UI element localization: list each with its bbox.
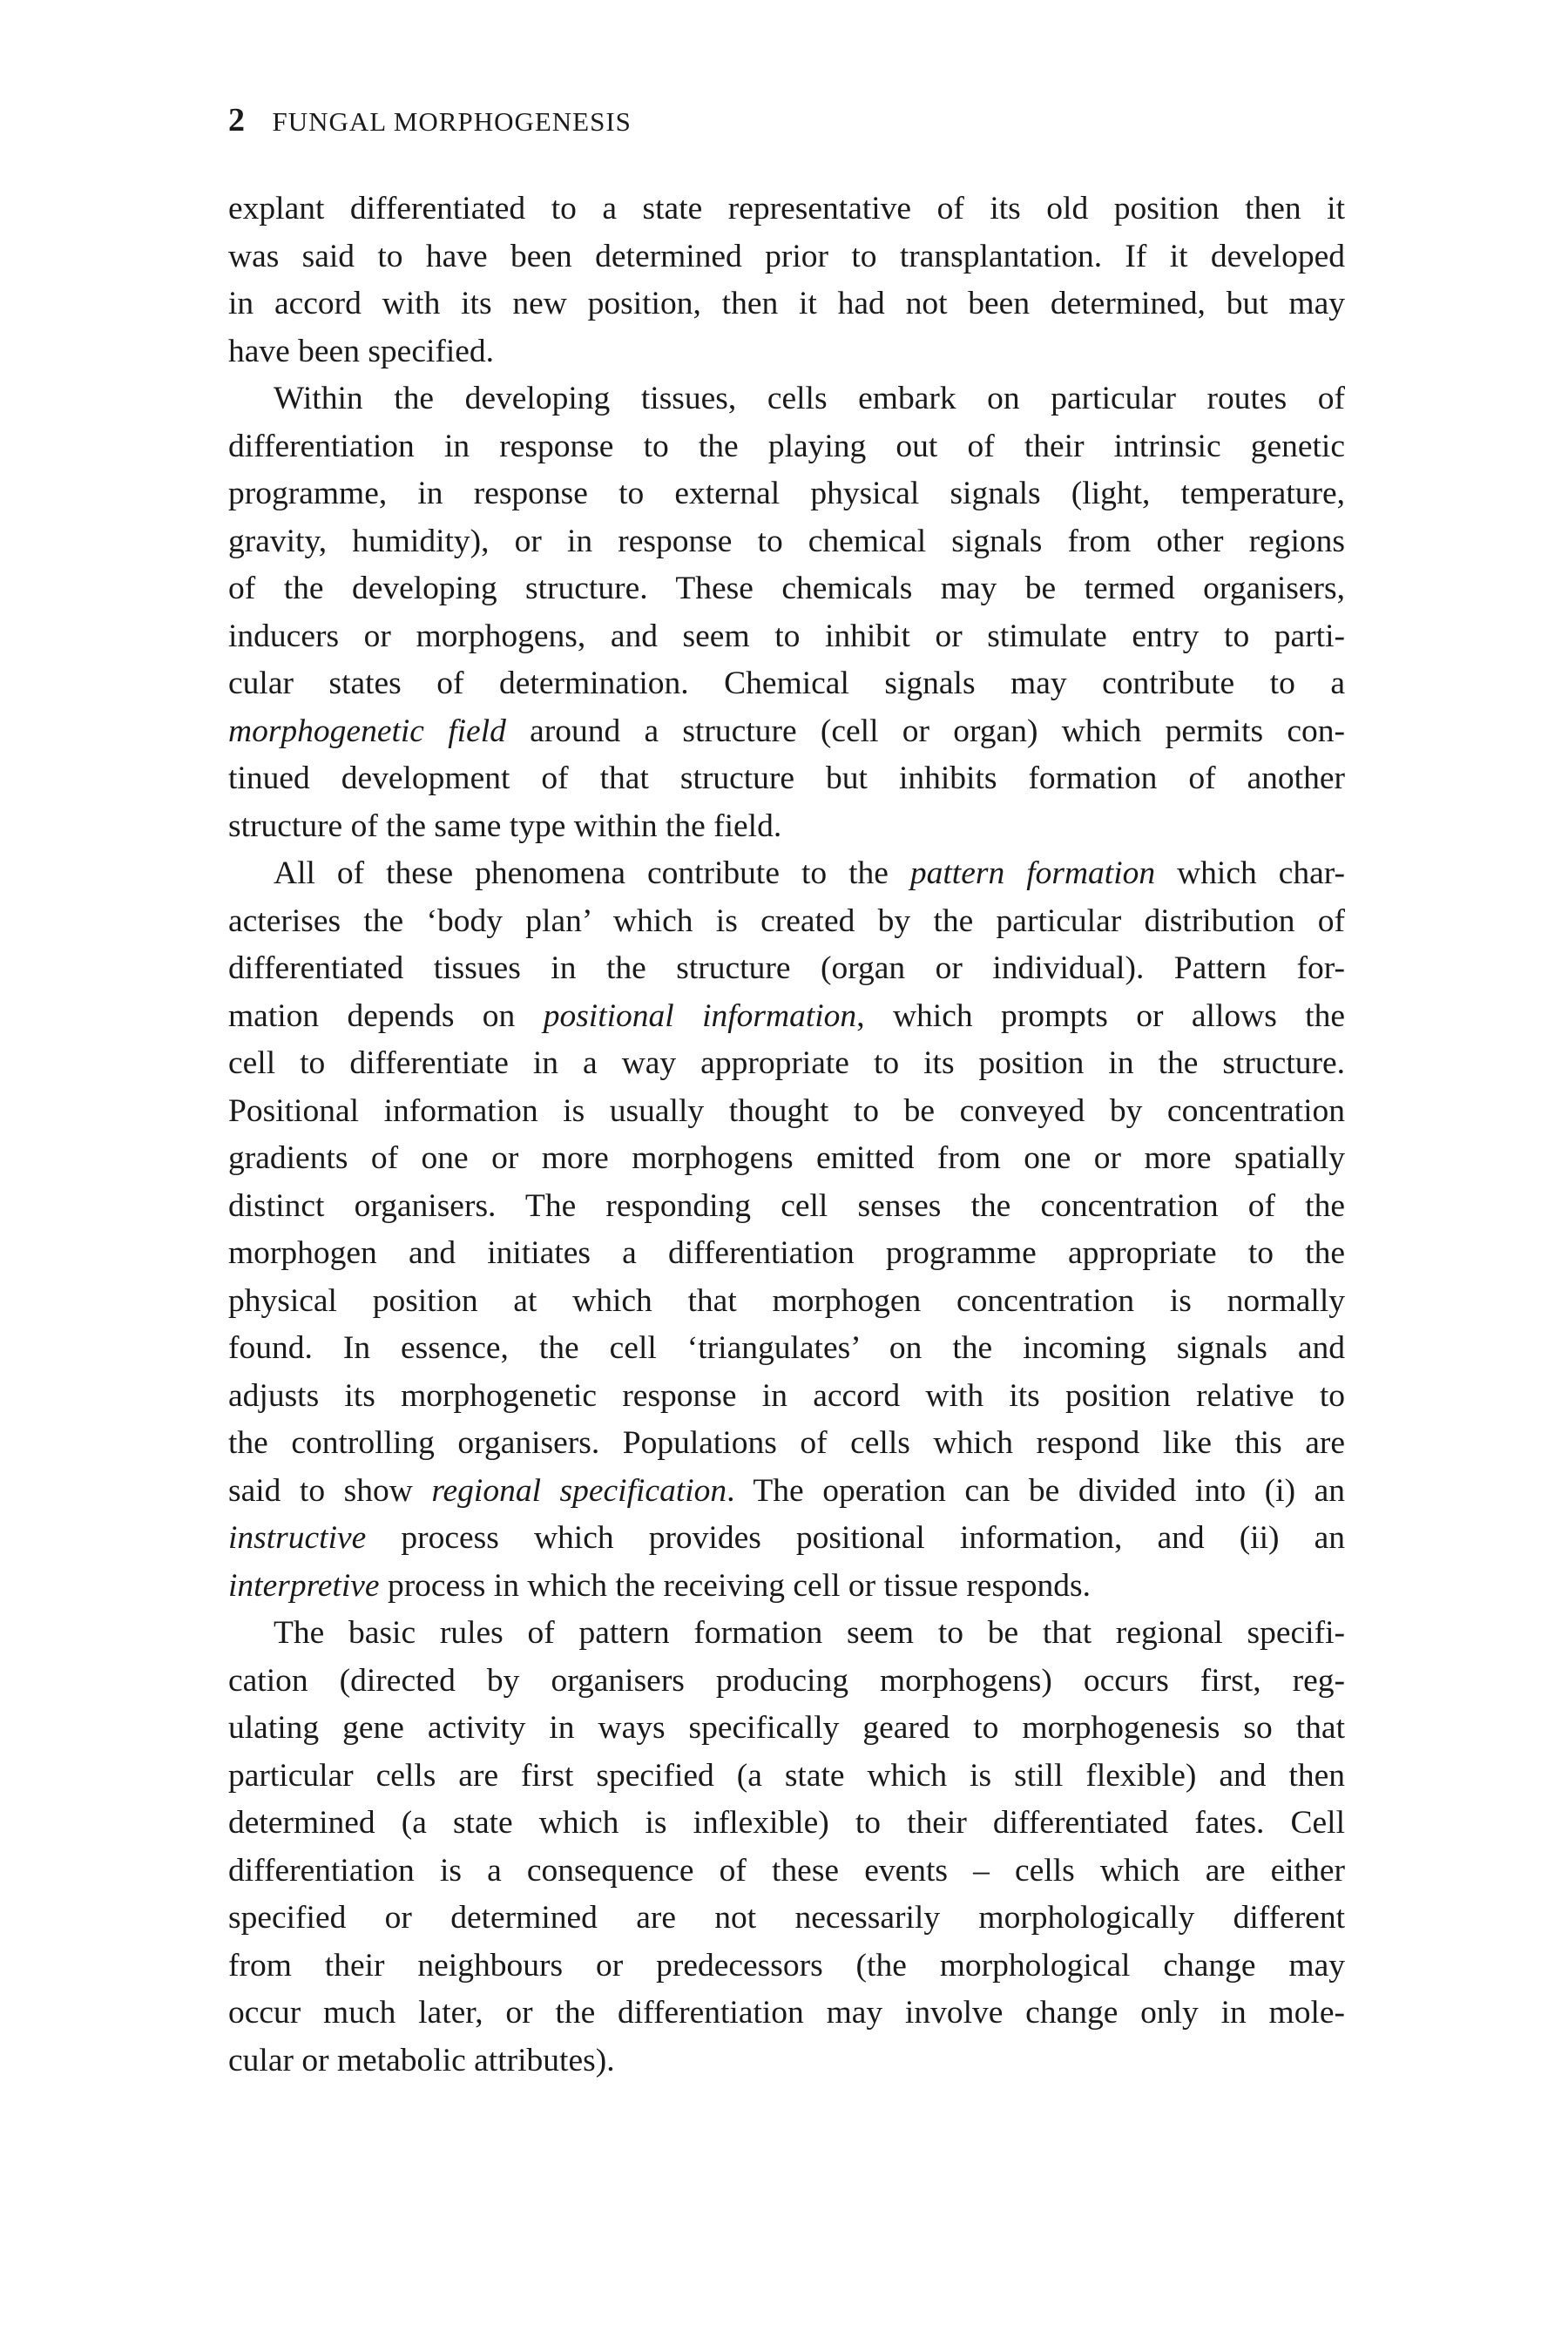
text-run: cell to differentiate in a way appropriate to its position in the structure.	[228, 1045, 1345, 1081]
text-line	[228, 233, 1345, 281]
italic-term: morphogenetic field	[228, 713, 506, 749]
text-line	[228, 850, 1345, 898]
text-run: differentiation in response to the playing out of their intrinsic genetic	[228, 428, 1345, 464]
text-line	[228, 1325, 1345, 1373]
text-line	[228, 328, 1345, 376]
text-line	[228, 470, 1345, 518]
text-line	[228, 1468, 1345, 1516]
text-line	[228, 280, 1345, 328]
text-line	[228, 1135, 1345, 1183]
text-line	[228, 898, 1345, 946]
italic-term: regional specification	[431, 1472, 727, 1509]
text-line	[228, 1848, 1345, 1896]
text-run: cular states of determination. Chemical signals may contribute to a	[228, 666, 1345, 701]
text-run: ulating gene activity in ways specifically geared to morphogenesis so that	[228, 1710, 1345, 1746]
text-line	[228, 1610, 1345, 1658]
paragraph	[228, 186, 1345, 375]
body-text	[228, 186, 1345, 2085]
text-line	[228, 1278, 1345, 1326]
text-line	[228, 1088, 1345, 1136]
text-line	[228, 186, 1345, 233]
text-line	[228, 803, 1345, 851]
text-line	[228, 1705, 1345, 1753]
italic-term: instructive	[228, 1520, 367, 1556]
text-line	[228, 1990, 1345, 2038]
text-line	[228, 993, 1345, 1041]
text-line	[228, 1040, 1345, 1088]
text-run: have been specified.	[228, 333, 495, 369]
text-run: morphogen and initiates a differentiation programme appropriate to the	[228, 1235, 1345, 1271]
text-run: Within the developing tissues, cells embark on particular routes of	[274, 381, 1345, 416]
text-run: , which prompts or allows the	[856, 997, 1345, 1034]
text-run: cular or metabolic attributes).	[228, 2042, 615, 2078]
text-run: said to show	[228, 1472, 432, 1509]
text-run: found. In essence, the cell ‘triangulates’ on the incoming signals and	[228, 1330, 1345, 1366]
text-run: The basic rules of pattern formation seem to be that regional specifi-	[274, 1615, 1345, 1651]
text-run: physical position at which that morphogen concentration is normally	[228, 1282, 1345, 1319]
text-run: differentiated tissues in the structure (organ or individual). Pattern for-	[228, 950, 1345, 986]
italic-term: interpretive	[228, 1567, 380, 1604]
text-run: inducers or morphogens, and seem to inhibit or stimulate entry to parti-	[228, 618, 1345, 654]
text-run: in accord with its new position, then it had not been determined, but may	[228, 286, 1345, 321]
text-line	[228, 945, 1345, 993]
paragraph	[228, 1610, 1345, 2085]
text-line	[228, 755, 1345, 803]
text-line	[228, 660, 1345, 708]
text-run: structure of the same type within the field.	[228, 808, 782, 844]
text-line	[228, 1753, 1345, 1801]
text-run: programme, in response to external physical signals (light, temperature,	[228, 476, 1345, 511]
text-run: determined (a state which is inflexible) to their differentiated fates. Cell	[228, 1805, 1345, 1841]
text-line	[228, 1515, 1345, 1563]
text-run: gradients of one or more morphogens emitted from one or more spatially	[228, 1140, 1345, 1176]
text-line	[228, 565, 1345, 613]
text-run: adjusts its morphogenetic response in accord with its position relative to	[228, 1377, 1345, 1414]
text-line	[228, 1658, 1345, 1706]
running-head	[228, 103, 632, 139]
text-line	[228, 1943, 1345, 1990]
text-run: tinued development of that structure but inhibits formation of another	[228, 760, 1345, 796]
text-line	[228, 1420, 1345, 1468]
text-run: specified or determined are not necessarily morphologically different	[228, 1900, 1345, 1936]
text-run: acterises the ‘body plan’ which is created by the particular distribution of	[228, 902, 1345, 939]
text-run: of the developing structure. These chemicals may be termed organisers,	[228, 571, 1345, 606]
text-run: Positional information is usually thought to be conveyed by concentration	[228, 1092, 1345, 1129]
text-run: distinct organisers. The responding cell senses the concentration of the	[228, 1187, 1345, 1224]
text-line	[228, 518, 1345, 566]
text-line	[228, 1373, 1345, 1421]
paragraph	[228, 375, 1345, 850]
italic-term: pattern formation	[909, 855, 1156, 891]
text-run: gravity, humidity), or in response to chemical signals from other regions	[228, 523, 1345, 559]
text-run: differentiation is a consequence of these events – cells which are either	[228, 1852, 1345, 1889]
text-line	[228, 613, 1345, 661]
italic-term: positional information	[543, 997, 857, 1034]
text-run: process in which the receiving cell or tissue responds.	[379, 1567, 1092, 1604]
text-line	[228, 1563, 1345, 1611]
text-run: process which provides positional information, and (ii) an	[366, 1520, 1345, 1556]
text-run: around a structure (cell or organ) which permits con-	[505, 713, 1345, 749]
page-number: 2	[228, 102, 246, 139]
text-run: from their neighbours or predecessors (the morphological change may	[228, 1947, 1345, 1984]
text-run: was said to have been determined prior to transplantation. If it developed	[228, 238, 1345, 274]
text-run: mation depends on	[228, 997, 544, 1034]
text-run: . The operation can be divided into (i) an	[727, 1472, 1345, 1509]
text-line	[228, 2038, 1345, 2085]
text-run: cation (directed by organisers producing morphogens) occurs first, reg-	[228, 1662, 1345, 1699]
text-run: particular cells are first specified (a state which is still flexible) and then	[228, 1757, 1345, 1794]
text-run: occur much later, or the differentiation may involve change only in mole-	[228, 1995, 1345, 2031]
running-title: FUNGAL MORPHOGENESIS	[272, 106, 632, 137]
text-line	[228, 708, 1345, 756]
text-run: which char-	[1155, 855, 1345, 891]
text-line	[228, 1183, 1345, 1231]
text-line	[228, 1800, 1345, 1848]
text-run: the controlling organisers. Populations of cells which respond like this are	[228, 1425, 1345, 1461]
paragraph	[228, 850, 1345, 1610]
text-run: explant differentiated to a state representative of its old position then it	[228, 191, 1345, 226]
text-line	[228, 375, 1345, 423]
text-line	[228, 1895, 1345, 1943]
text-line	[228, 1230, 1345, 1278]
text-run: All of these phenomena contribute to the	[274, 855, 910, 891]
text-line	[228, 423, 1345, 471]
